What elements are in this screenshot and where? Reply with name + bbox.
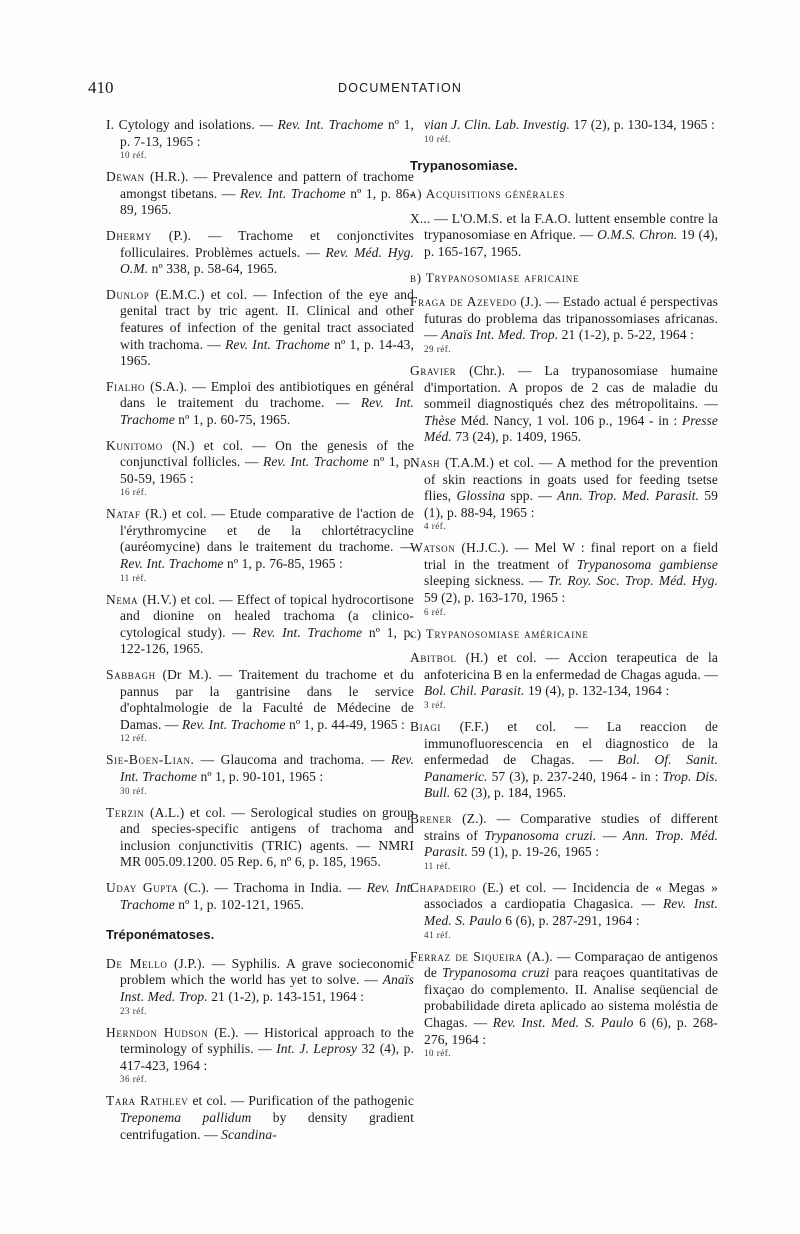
citation-text: (A.). — Comparaçao de antigenos de [424, 948, 719, 981]
citation-text: (Dr M.). — Traitement du trachome et du pannus par la gantrisine dans le service d'ophtalmologie de la Faculté de Médecine de Damas. — [120, 667, 414, 732]
author-name: Chapadeiro [410, 879, 477, 895]
journal-name: Rev. Int. Trachome [182, 716, 286, 732]
citation-details: nº 1, p. 50-59, 1965 : [120, 454, 414, 486]
citation-text: (E.) et col. — Incidencia de « Megas » associados a cardiopatia Chagasica. — [424, 879, 718, 912]
author-name: Herndon Hudson [106, 1024, 209, 1040]
bibliography-entry [106, 117, 414, 160]
citation-text: (P.). — Trachome et conjonctivites folliculaires. Problèmes actuels. — [120, 227, 414, 260]
citation-text: (R.) et col. — Etude comparative de l'action de l'érythromycine et de la chlortétracycline (auréomycine) dans le traitement du trachome. — [120, 506, 414, 555]
bibliography-entry [106, 1093, 414, 1143]
bibliography-entry [410, 719, 718, 802]
citation-text: (H.) et col. — Accion terapeutica de la anfotericina B en la enfermedad de Chagas aguda. — [424, 650, 718, 682]
author-name: Tara Rathlev [106, 1093, 189, 1109]
subsection-title-african: b) Trypanosomiase africaine [410, 269, 580, 285]
journal-name: Thèse [424, 412, 456, 428]
journal-name: Rev. Inst. Med. S. Paulo [424, 896, 718, 928]
bibliography-entry [106, 228, 414, 278]
citation-details: nº 1, p. 90-101, 1965 : [197, 769, 324, 784]
reference-count: 30 réf. [120, 785, 147, 796]
journal-name: O.M.S. Chron. [597, 227, 678, 243]
citation-details: nº 338, p. 58-64, 1965. [148, 261, 278, 277]
author-name: De Mello [106, 955, 168, 971]
journal-name: Glossina [456, 488, 506, 504]
journal-name: Rev. Int. Trachome [239, 185, 346, 201]
reference-count: 23 réf. [120, 1005, 147, 1016]
page-number: 410 [88, 78, 114, 97]
citation-details: nº 1, p. 60-75, 1965. [174, 411, 291, 427]
reference-count: 29 réf. [424, 343, 451, 354]
citation-details: 21 (1-2), p. 5-22, 1964 : [558, 327, 694, 343]
section-title-treponematoses: Tréponématoses. [106, 927, 215, 943]
bibliography-entry [410, 811, 718, 871]
page-header [88, 78, 650, 104]
citation-details: 73 (24), p. 1409, 1965. [451, 429, 582, 445]
journal-name: Rev. Int. Trachome [252, 624, 363, 640]
author-name: Nash [410, 454, 441, 470]
bibliography-entry-continuation [410, 117, 718, 144]
journal-name: Int. J. Leprosy [276, 1041, 358, 1057]
citation-text: (H.V.) et col. — Effect of topical hydrocortisone and dionine on healed trachoma (a clinico-cytological study). — [120, 591, 414, 640]
bibliography-entry [106, 805, 414, 871]
citation-text: (F.F.) et col. — La reaccion de immunofluorescencia en el diagnostico de la enfermedad de Chagas. — [424, 719, 718, 768]
journal-name: Rev. Méd. Hyg. O.M. [120, 244, 414, 277]
reference-count: 10 réf. [120, 150, 147, 161]
citation-text: (T.A.M.) et col. — A method for the prevention of skin reactions in goats used for feeding tsetse flies, [424, 454, 718, 504]
right-column [410, 117, 718, 1067]
reference-count: 4 réf. [424, 521, 446, 532]
citation-text: (Chr.). — La trypanosomiase humaine d'importation. A propos de 2 cas de maladie du sommeil diagnostiqués chez des métropolitains. — [424, 362, 718, 412]
author-name: Fialho [106, 378, 146, 394]
bibliography-entry [106, 956, 414, 1016]
journal-name: Anaïs Int. Med. Trop. [441, 327, 559, 343]
author-name: Gravier [410, 362, 457, 378]
reference-count: 41 réf. [424, 929, 451, 940]
citation-details: 19 (4), p. 165-167, 1965. [424, 227, 718, 259]
citation-details: 32 (4), p. 417-423, 1964 : [120, 1041, 414, 1073]
citation-details: nº 1, p. 122-126, 1965. [120, 624, 414, 657]
bibliography-entry [106, 1025, 414, 1085]
citation-text: (J.P.). — Syphilis. A grave socieconomic problem which the world has yet to solve. — [120, 955, 414, 988]
journal-name: Ann. Trop. Méd. Parasit. [424, 827, 719, 860]
reference-count: 12 réf. [120, 733, 147, 744]
section-title-trypanosomiase: Trypanosomiase. [410, 157, 518, 173]
citation-text: (Z.). — Comparative studies of different strains of [424, 811, 718, 843]
bibliography-entry [106, 287, 414, 370]
bibliography-entry [410, 211, 718, 261]
journal-name: Bol. Of. Sanit. Panameric. [424, 752, 718, 784]
author-name: Dhermy [106, 227, 152, 243]
journal-name: Rev. Int. Trachome [225, 336, 331, 352]
bibliography-entry [106, 169, 414, 219]
journal-name: Rev. Int. Trachome [120, 556, 224, 572]
citation-details: para reaçoes quantitativas de fixaçao do complemento. II. Analise seqüencial de probabilidade direta aplicado ao sistema moléstia de Chagas. — [424, 965, 719, 1030]
citation-text: (H.R.). — Prevalence and pattern of trachome amongst tibetans. — [120, 169, 414, 201]
author-name: Watson [410, 540, 456, 556]
citation-details: nº 1, p. 102-121, 1965. [174, 896, 305, 912]
author-name: Brener [410, 811, 453, 826]
reference-count: 10 réf. [424, 1048, 451, 1059]
journal-name: Trypanosoma gambiense [576, 556, 718, 572]
author-name: Dewan [106, 169, 145, 185]
reference-count: 11 réf. [120, 572, 147, 583]
african-trypanosomiasis-entries [410, 294, 718, 617]
citation-details: 59 (1), p. 88-94, 1965 : [424, 488, 718, 520]
bibliography-entry [410, 949, 718, 1059]
author-name: Biagi [410, 719, 441, 735]
bibliography-entry [106, 667, 414, 743]
citation-details: 59 (2), p. 163-170, 1965 : [424, 590, 566, 606]
bibliography-entry [410, 363, 718, 446]
treponematoses-entries [106, 956, 414, 1143]
journal-name: vian J. Clin. Lab. Investig. [424, 117, 571, 132]
author-name: Terzin [106, 804, 145, 820]
citation-text: X... — L'O.M.S. et la F.A.O. luttent ensemble contre la trypanosomiase en Afrique. — [410, 210, 718, 243]
citation-details: 19 (4), p. 132-134, 1964 : [524, 683, 670, 699]
reference-count: 10 réf. [424, 133, 451, 144]
running-title: DOCUMENTATION [338, 81, 463, 95]
journal-name: Anaïs Inst. Med. Trop. [120, 972, 414, 1004]
subsection-title-american: c) Trypanosomiase américaine [410, 625, 589, 641]
journal-name: Rev. Int. Trachome [277, 117, 384, 132]
bibliography-entry [106, 752, 414, 795]
journal-name: Treponema pallidum [120, 1109, 252, 1125]
citation-details: sleeping sickness. — [424, 573, 549, 589]
bibliography-entry [106, 880, 414, 913]
journal-name: Rev. Int. Trachome [120, 395, 415, 427]
journal-name: Rev. Int. Trachome [262, 454, 369, 470]
citation-details: nº 1, p. 44-49, 1965 : [285, 716, 405, 732]
author-name: Fraga de Azevedo [410, 294, 517, 310]
journal-name: Scandina- [221, 1126, 277, 1142]
bibliography-entry [410, 650, 718, 710]
author-name: Kunitomo [106, 437, 163, 453]
citation-text: . — Glaucoma and trachoma. — [190, 752, 391, 768]
citation-details: 57 (3), p. 237-240, 1964 - in : [487, 768, 663, 784]
reference-count: 11 réf. [424, 860, 451, 871]
citation-text: (J.). — Estado actual é perspectivas futuras do problema das tripanossomiases africanas. — [424, 294, 718, 343]
journal-name: Rev. Inst. Med. S. Paulo [492, 1014, 634, 1030]
author-name: Sie-Boen-Lian [106, 752, 191, 768]
citation-details: nº 1, p. 14-43, 1965. [120, 336, 415, 369]
citation-details: nº 1, p. 86-89, 1965. [120, 185, 414, 218]
citation-details: 59 (1), p. 19-26, 1965 : [467, 844, 600, 860]
citation-details: spp. — [505, 488, 558, 504]
citation-text: I. Cytology and isolations. — [106, 117, 278, 132]
bibliography-entry [410, 455, 718, 531]
journal-name: Trop. Dis. Bull. [424, 768, 718, 801]
citation-details: Méd. Nancy, 1 vol. 106 p., 1964 - in : [456, 412, 682, 428]
bibliography-entry [106, 506, 414, 582]
author-name: Dunlop [106, 286, 150, 302]
author-name: Abitbol [410, 650, 457, 666]
citation-text: (H.J.C.). — Mel W : final report on a field trial in the treatment of [424, 540, 718, 572]
author-name: Nema [106, 591, 139, 607]
citation-details: 62 (3), p. 184, 1965. [450, 785, 567, 801]
bibliography-entry [106, 592, 414, 658]
acquisitions-entries [410, 211, 718, 261]
author-name: Nataf [106, 506, 141, 522]
reference-count: 36 réf. [120, 1074, 147, 1085]
bibliography-entry [410, 294, 718, 354]
journal-name: Bol. Chil. Parasit. [424, 683, 525, 699]
citation-text: (E.). — Historical approach to the terminology of syphilis. — [120, 1024, 414, 1057]
author-name: Ferraz de Siqueira [410, 948, 523, 964]
citation-details: nº 1, p. 7-13, 1965 : [120, 117, 414, 149]
bibliography-entry [410, 880, 718, 940]
reference-count: 3 réf. [424, 700, 446, 711]
american-trypanosomiasis-entries [410, 650, 718, 1058]
citation-details: 6 (6), p. 268-276, 1964 : [424, 1014, 718, 1047]
subsection-title-acquisitions: a) Acquisitions générales [410, 186, 565, 202]
author-name: Sabbagh [106, 667, 156, 683]
citation-text: (A.L.) et col. — Serological studies on group and species-specific antigens of trachoma and inclusion conjunctivitis (TRIC) agents. — NMRI MR 005.09.1200. 05 Rep. 6, nº 6, p. 185, 1965. [120, 804, 414, 870]
citation-details: 17 (2), p. 130-134, 1965 : [570, 117, 715, 132]
journal-name: Tr. Roy. Soc. Trop. Méd. Hyg. [548, 573, 718, 589]
bibliography-entry [106, 379, 414, 429]
bibliography-entry [106, 438, 414, 498]
left-column [106, 117, 414, 1152]
reference-count: 16 réf. [120, 487, 147, 498]
journal-name: Trypanosoma cruzi [442, 965, 550, 981]
citation-details: nº 1, p. 76-85, 1965 : [223, 556, 343, 572]
journal-name: Presse Méd. [424, 412, 718, 445]
journal-name: Ann. Trop. Med. Parasit. [557, 488, 700, 504]
journal-name: Trypanosoma cruzi. [484, 827, 597, 843]
citation-text: (N.) et col. — On the genesis of the conjunctival follicles. — [120, 437, 414, 470]
journal-name: Rev. Int. Trachome [120, 752, 414, 784]
journal-name: Rev. Int. Trachome [120, 879, 415, 912]
trachoma-entries [106, 117, 414, 913]
citation-text: (E.M.C.) et col. — Infection of the eye and genital tract by tric agent. II. Clinical and other features of infection of the genital tract associated with trachoma. — [120, 286, 414, 352]
citation-details: by density gradient centrifugation. — [120, 1109, 414, 1142]
author-name: Uday Gupta [106, 879, 179, 895]
citation-details: — [596, 827, 623, 843]
citation-text: et col. — Purification of the pathogenic [188, 1093, 414, 1109]
bibliography-entry [410, 540, 718, 616]
citation-text: (C.). — Trachoma in India. — [178, 879, 367, 895]
reference-count: 6 réf. [424, 606, 446, 617]
citation-details: 21 (1-2), p. 143-151, 1964 : [207, 988, 364, 1004]
citation-text: (S.A.). — Emploi des antibiotiques en général dans le traitement du trachome. — [120, 378, 414, 411]
citation-details: 6 (6), p. 287-291, 1964 : [501, 912, 640, 928]
